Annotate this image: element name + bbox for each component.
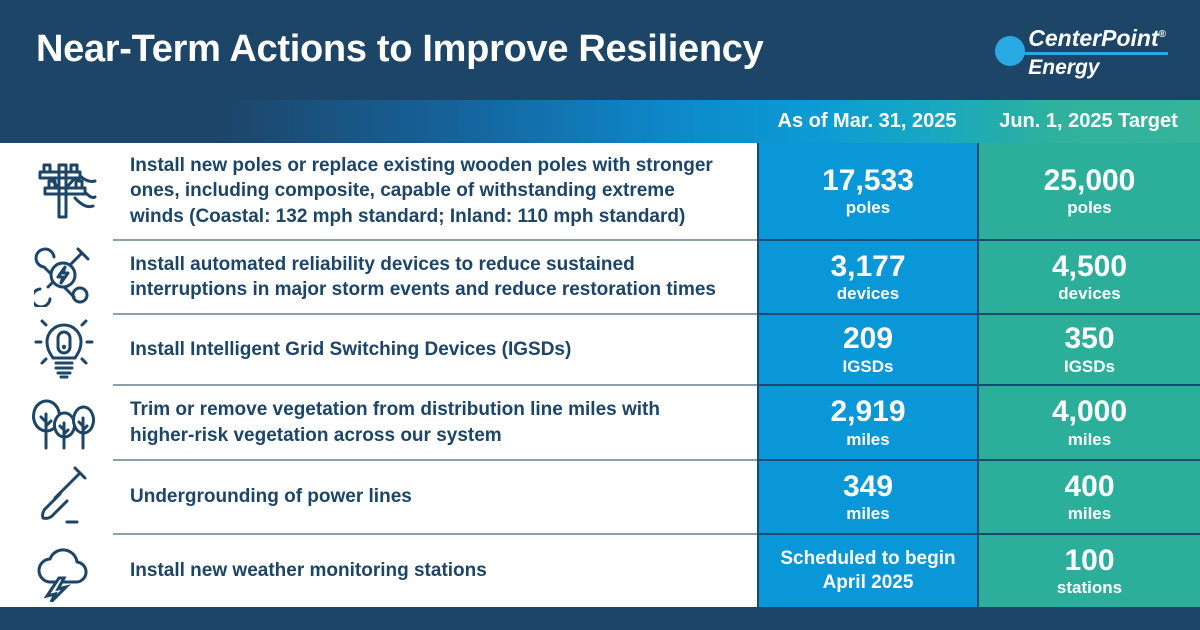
table-row-vegetation [0,384,1200,459]
table-row-devices [0,239,1200,313]
current-unit: IGSDs [842,356,894,376]
target-unit: miles [1067,504,1112,524]
utility-pole-icon [0,143,113,239]
trees-icon [0,384,113,459]
target-unit: stations [1056,578,1123,598]
column-header-current: As of Mar. 31, 2025 [777,110,957,132]
current-unit: poles [845,198,891,218]
storm-cloud-icon [0,533,113,607]
target-unit: poles [1067,198,1112,218]
header [0,0,1200,100]
current-value-cell [757,143,977,239]
table-row-igsds [0,313,1200,384]
column-header-bar [0,100,1200,143]
current-value-cell [757,384,977,459]
page-title: Near-Term Actions to Improve Resiliency [36,28,764,71]
action-description: Install new weather monitoring stations [113,533,757,607]
action-description: Trim or remove vegetation from distribution line miles with higher-risk vegetation across our system [113,384,757,459]
bottom-bar [0,607,1200,630]
target-unit: devices [1058,284,1121,304]
target-value: 400 [1064,469,1115,503]
target-value-cell [977,533,1200,607]
table-row-undergrounding [0,459,1200,533]
table-row-poles [0,143,1200,239]
current-value-cell [757,533,977,607]
target-value: 350 [1064,322,1115,356]
target-value-cell [977,313,1200,384]
current-value: 2,919 [830,395,906,429]
target-value-cell [977,143,1200,239]
current-value: 209 [842,322,894,356]
current-value: 17,533 [822,163,914,197]
target-value-cell [977,239,1200,313]
current-value-cell [757,239,977,313]
current-value-cell [757,459,977,533]
action-description: Install automated reliability devices to reduce sustained interruptions in major storm events and reduce restoration times [113,239,757,313]
target-value: 4,000 [1051,395,1128,429]
target-value-cell [977,384,1200,459]
current-value: Scheduled to begin April 2025 [780,547,956,593]
logo-brand-text: CenterPoint® [1018,26,1168,55]
target-unit: IGSDs [1063,356,1116,376]
current-value: 3,177 [830,249,906,283]
target-unit: miles [1067,429,1112,449]
logo-sub-text: Energy [1028,56,1100,80]
current-value: 349 [842,469,894,503]
actions-table [0,143,1200,607]
target-value: 4,500 [1051,249,1128,283]
smart-bulb-icon [0,313,113,384]
table-row-weather-stations [0,533,1200,607]
registered-mark: ® [1158,29,1166,40]
shovel-icon [0,459,113,533]
centerpoint-energy-logo [995,26,1168,79]
target-value: 100 [1064,543,1115,577]
action-description: Install Intelligent Grid Switching Devices (IGSDs) [113,313,757,384]
target-value-cell [977,459,1200,533]
tools-lightning-icon [0,239,113,313]
current-unit: miles [846,429,890,449]
action-description: Install new poles or replace existing wooden poles with stronger ones, including composite, capable of withstanding extreme winds (Coastal: 132 mph standard; Inland: 110 mph standard) [130,155,713,227]
target-value: 25,000 [1043,163,1136,197]
action-description: Undergrounding of power lines [113,459,757,533]
current-unit: devices [836,284,900,304]
current-value-cell [757,313,977,384]
column-header-target: Jun. 1, 2025 Target [999,110,1178,132]
current-unit: miles [846,504,890,524]
